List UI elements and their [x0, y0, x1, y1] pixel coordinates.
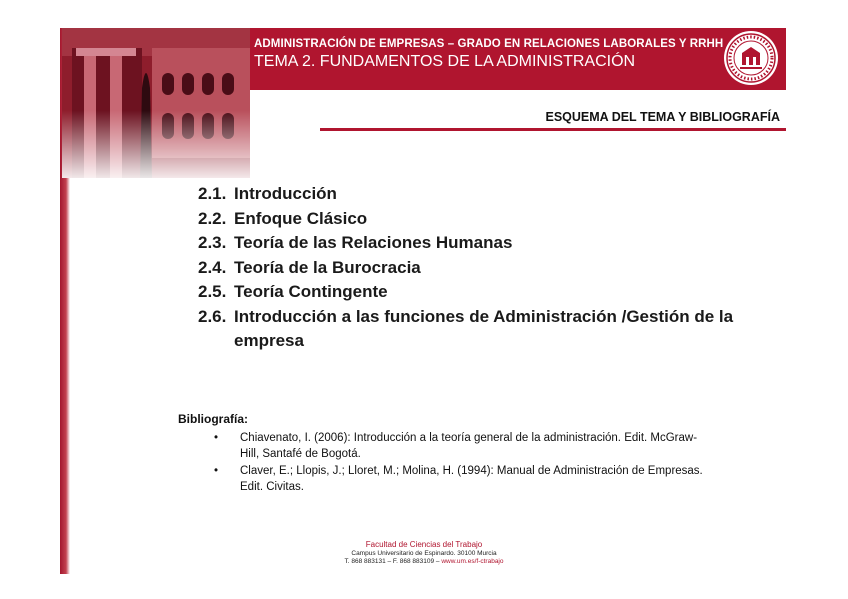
- website-link[interactable]: www.um.es/f-ctrabajo: [441, 558, 504, 565]
- faculty-name: Facultad de Ciencias del Trabajo: [365, 540, 483, 549]
- university-seal-icon: [722, 29, 780, 87]
- footer: [0, 540, 848, 566]
- toc-item: 2.3. Teoría de las Relaciones Humanas: [198, 233, 513, 252]
- section-underline: [320, 128, 786, 131]
- toc-item: 2.2. Enfoque Clásico: [198, 208, 368, 228]
- bibliography-item: • Claver, E.; Llopis, J.; Lloret, M.; Molina, H. (1994): Manual de Administración de Empresas. Edit. Civitas.: [214, 465, 703, 493]
- bibliography-item: • Chiavenato, I. (2006): Introducción a la teoría general de la administración. Edit. McGraw-Hill, Santafé de Bogotá.: [214, 432, 698, 460]
- section-title: ESQUEMA DEL TEMA Y BIBLIOGRAFÍA: [545, 110, 780, 124]
- faculty-address: Campus Universitario de Espinardo. 30100 Murcia: [351, 550, 497, 557]
- bullet-icon: •: [214, 432, 219, 444]
- toc-item: 2.6. Introducción a las funciones de Administración /Gestión de la empresa: [198, 306, 734, 350]
- bullet-icon: •: [214, 465, 219, 477]
- building-photo: [62, 28, 250, 178]
- toc-item: 2.4. Teoría de la Burocracia: [198, 257, 421, 277]
- table-of-contents: [198, 182, 768, 354]
- faculty-contact: T. 868 883131 – F. 868 883109 – www.um.es/f-ctrabajo: [344, 558, 504, 565]
- toc-item: 2.1. Introducción: [198, 184, 337, 203]
- toc-item: 2.5. Teoría Contingente: [198, 282, 388, 301]
- bibliography-heading: Bibliografía:: [178, 412, 249, 426]
- topic-title: TEMA 2. FUNDAMENTOS DE LA ADMINISTRACIÓN: [254, 53, 636, 70]
- course-title: ADMINISTRACIÓN DE EMPRESAS – GRADO EN RELACIONES LABORALES Y RRHH: [254, 38, 724, 50]
- bibliography-list: [214, 430, 714, 496]
